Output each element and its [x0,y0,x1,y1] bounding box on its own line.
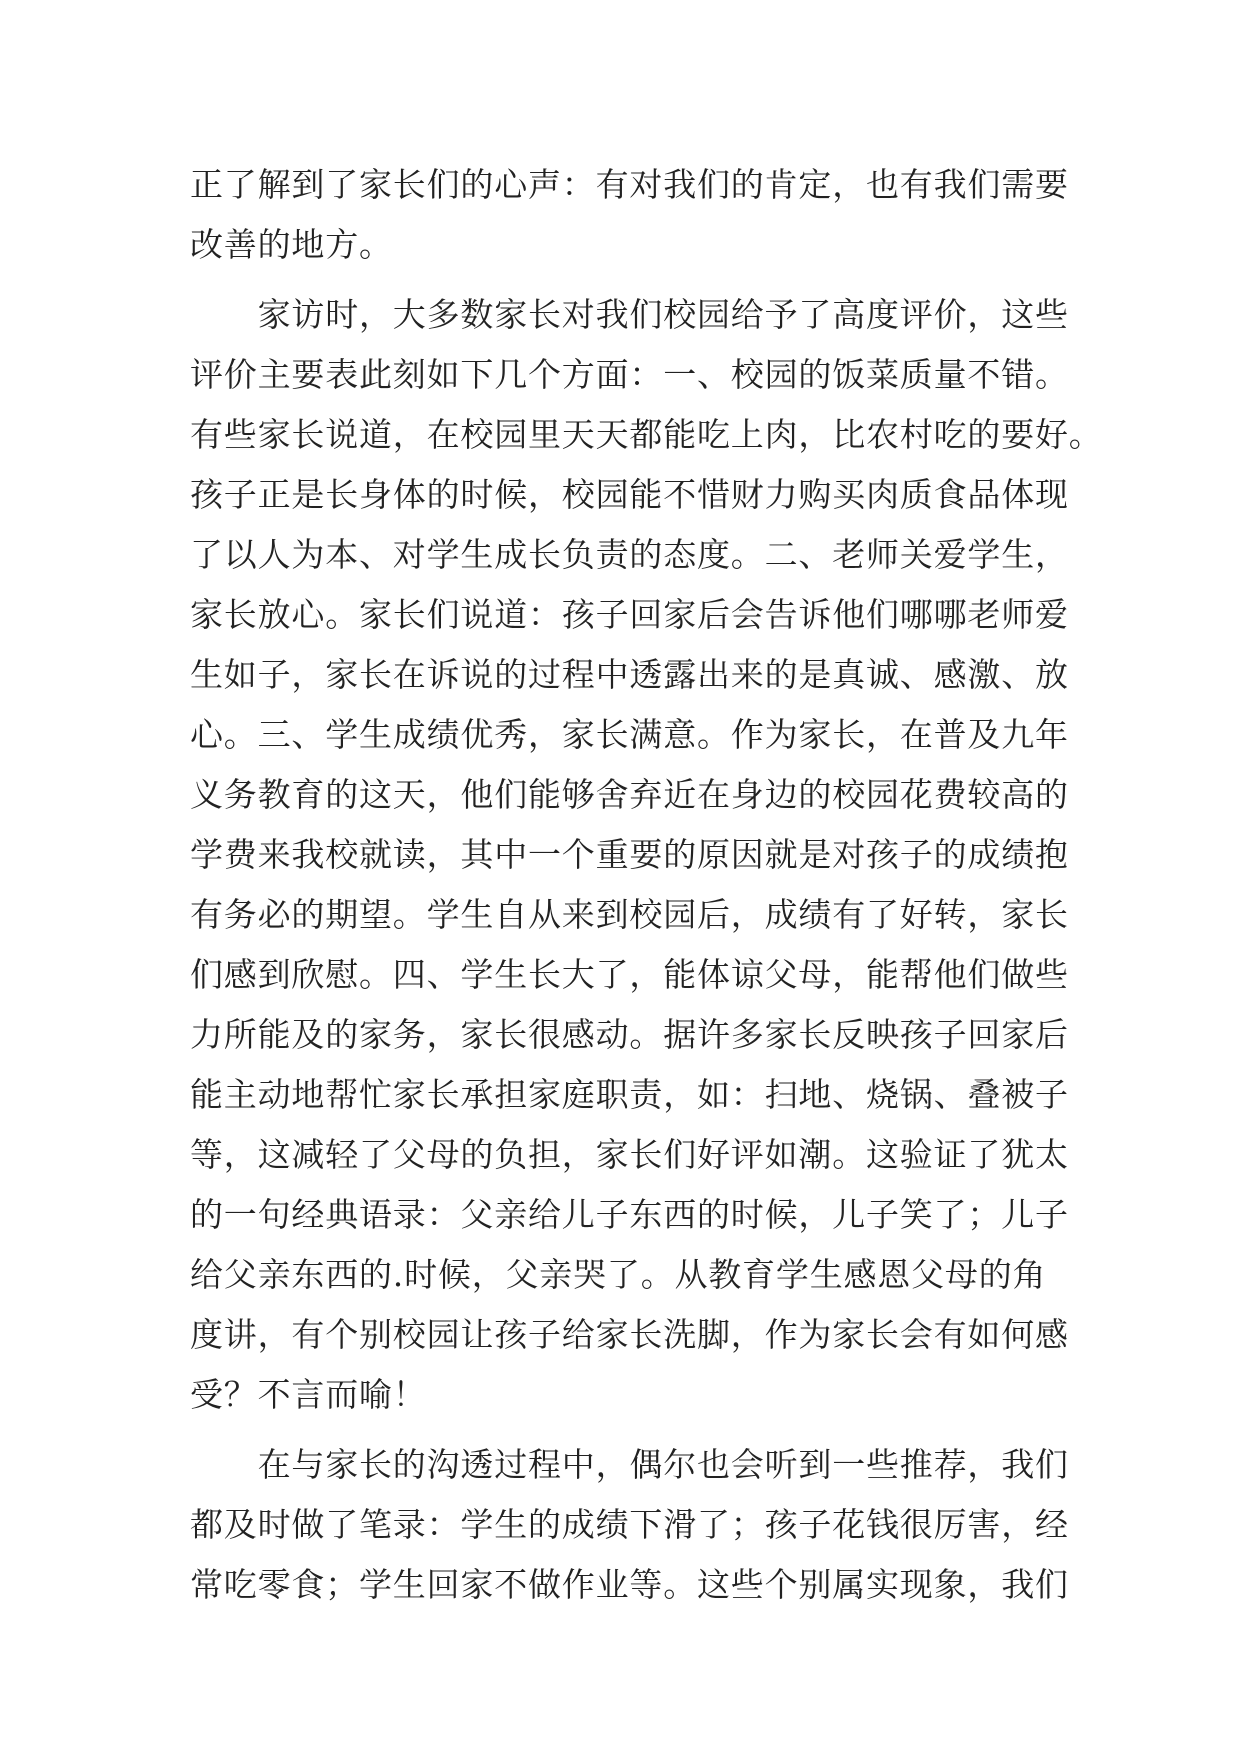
text-line: 等，这减轻了父母的负担，家长们好评如潮。这验证了犹太 [190,1135,1069,1174]
text-line: 家长放心。家长们说道：孩子回家后会告诉他们哪哪老师爱 [190,595,1069,634]
text-line: 力所能及的家务，家长很感动。据许多家长反映孩子回家后 [190,1015,1069,1054]
text-line: 有些家长说道，在校园里天天都能吃上肉，比农村吃的要好。 [190,415,1103,454]
document-body [190,155,1103,1615]
text-line: 给父亲东西的.时候，父亲哭了。从教育学生感恩父母的角 [190,1255,1047,1294]
text-line: 评价主要表此刻如下几个方面：一、校园的饭菜质量不错。 [190,355,1069,394]
text-line: 改善的地方。 [190,225,393,264]
text-line: 的一句经典语录：父亲给儿子东西的时候，儿子笑了；儿子 [190,1195,1069,1234]
text-line: 学费来我校就读，其中一个重要的原因就是对孩子的成绩抱 [190,835,1069,874]
text-line: 正了解到了家长们的心声：有对我们的肯定，也有我们需要 [190,165,1069,204]
text-line: 有务必的期望。学生自从来到校园后，成绩有了好转，家长 [190,895,1069,934]
text-line: 常吃零食；学生回家不做作业等。这些个别属实现象，我们 [190,1565,1069,1604]
text-line: 们感到欣慰。四、学生长大了，能体谅父母，能帮他们做些 [190,955,1069,994]
text-line: 孩子正是长身体的时候，校园能不惜财力购买肉质食品体现 [190,475,1069,514]
text-line: 度讲，有个别校园让孩子给家长洗脚，作为家长会有如何感 [190,1315,1069,1354]
text-line: 能主动地帮忙家长承担家庭职责，如：扫地、烧锅、叠被子 [190,1075,1069,1114]
paragraph [190,285,1103,1425]
text-line: 生如子，家长在诉说的过程中透露出来的是真诚、感激、放 [190,655,1069,694]
text-line: 心。三、学生成绩优秀，家长满意。作为家长，在普及九年 [190,715,1069,754]
text-line: 受？不言而喻！ [190,1375,427,1414]
text-line: 家访时，大多数家长对我们校园给予了高度评价，这些 [190,295,1069,334]
text-line: 在与家长的沟透过程中，偶尔也会听到一些推荐，我们 [190,1445,1069,1484]
text-line: 义务教育的这天，他们能够舍弃近在身边的校园花费较高的 [190,775,1069,814]
paragraph [190,155,1069,275]
text-line: 了以人为本、对学生成长负责的态度。二、老师关爱学生， [190,535,1069,574]
text-line: 都及时做了笔录：学生的成绩下滑了；孩子花钱很厉害，经 [190,1505,1069,1544]
paragraph [190,1435,1069,1615]
